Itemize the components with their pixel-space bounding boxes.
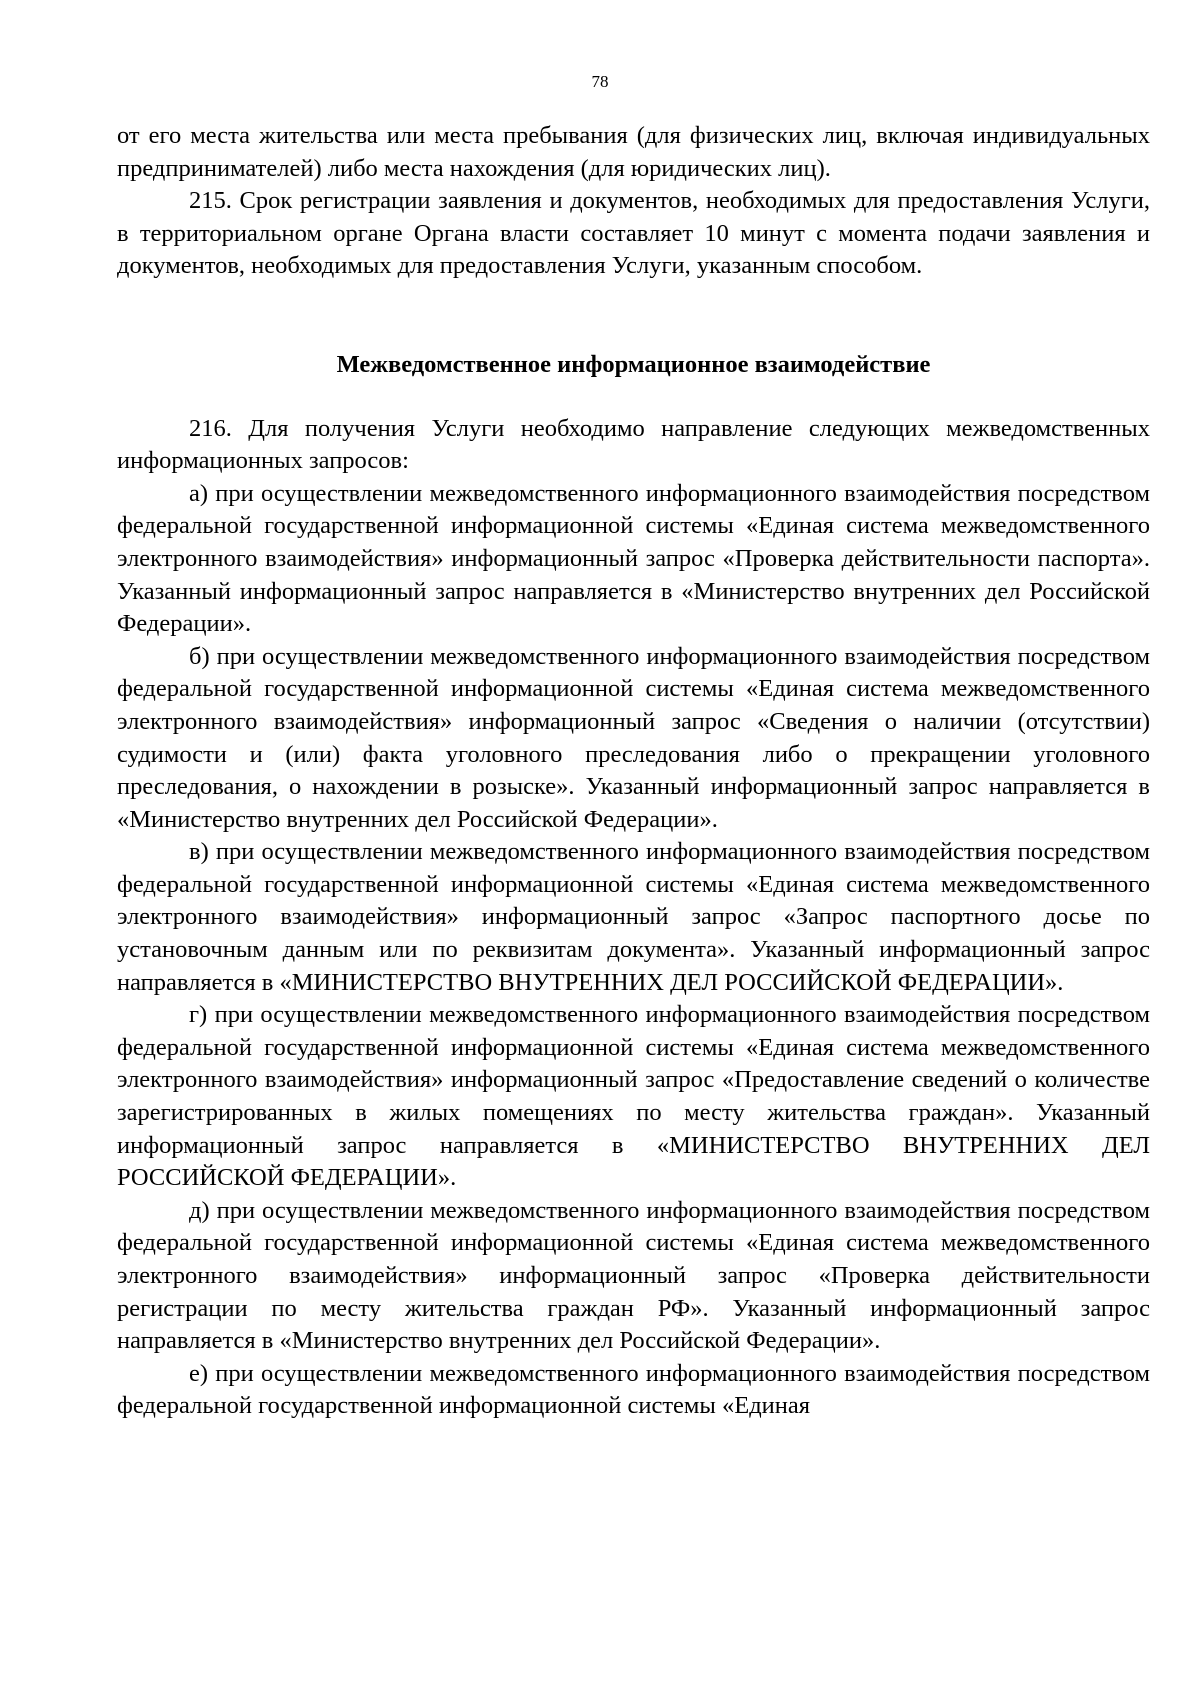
section-heading: Межведомственное информационное взаимодействие <box>336 350 931 378</box>
page-number: 78 <box>591 72 609 91</box>
paragraph-item-b: б) при осуществлении межведомственного информационного взаимодействия посредством федеральной государственной информационной системы «Единая система межведомственного электронного взаимодействия» информационный запрос «Сведения о наличии (отсутствии) судимости и (или) факта уголовного преследования либо о прекращении уголовного преследования, о нахождении в розыске». Указанный информационный запрос направляется в «Министерство внутренних дел Российской Федерации». <box>117 642 1150 833</box>
paragraph-item-d: д) при осуществлении межведомственного информационного взаимодействия посредством федеральной государственной информационной системы «Единая система межведомственного электронного взаимодействия» информационный запрос «Проверка действительности регистрации по месту жительства граждан РФ». Указанный информационный запрос направляется в «Министерство внутренних дел Российской Федерации». <box>117 1196 1150 1355</box>
paragraph-item-g: г) при осуществлении межведомственного информационного взаимодействия посредством федеральной государственной информационной системы «Единая система межведомственного электронного взаимодействия» информационный запрос «Предоставление сведений о количестве зарегистрированных в жилых помещениях по месту жительства граждан». Указанный информационный запрос направляется в «МИНИСТЕРСТВО ВНУТРЕННИХ ДЕЛ РОССИЙСКОЙ ФЕДЕРАЦИИ». <box>117 1001 1150 1192</box>
document-body <box>117 120 1150 1423</box>
paragraph-216: 216. Для получения Услуги необходимо направление следующих межведомственных информационных запросов: <box>117 414 1150 475</box>
paragraph-215: 215. Срок регистрации заявления и документов, необходимых для предоставления Услуги, в территориальном органе Органа власти составляет 10 минут с момента подачи заявления и документов, необходимых для предоставления Услуги, указанным способом. <box>117 187 1150 280</box>
paragraph-continuation: от его места жительства или места пребывания (для физических лиц, включая индивидуальных предпринимателей) либо места нахождения (для юридических лиц). <box>117 122 1150 182</box>
paragraph-item-a: а) при осуществлении межведомственного информационного взаимодействия посредством федеральной государственной информационной системы «Единая система межведомственного электронного взаимодействия» информационный запрос «Проверка действительности паспорта». Указанный информационный запрос направляется в «Министерство внутренних дел Российской Федерации». <box>117 479 1150 638</box>
paragraph-item-v: в) при осуществлении межведомственного информационного взаимодействия посредством федеральной государственной информационной системы «Единая система межведомственного электронного взаимодействия» информационный запрос «Запрос паспортного досье по установочным данным или по реквизитам документа». Указанный информационный запрос направляется в «МИНИСТЕРСТВО ВНУТРЕННИХ ДЕЛ РОССИЙСКОЙ ФЕДЕРАЦИИ». <box>117 838 1150 996</box>
paragraph-item-e: е) при осуществлении межведомственного информационного взаимодействия посредством федеральной государственной информационной системы «Единая <box>117 1359 1150 1420</box>
